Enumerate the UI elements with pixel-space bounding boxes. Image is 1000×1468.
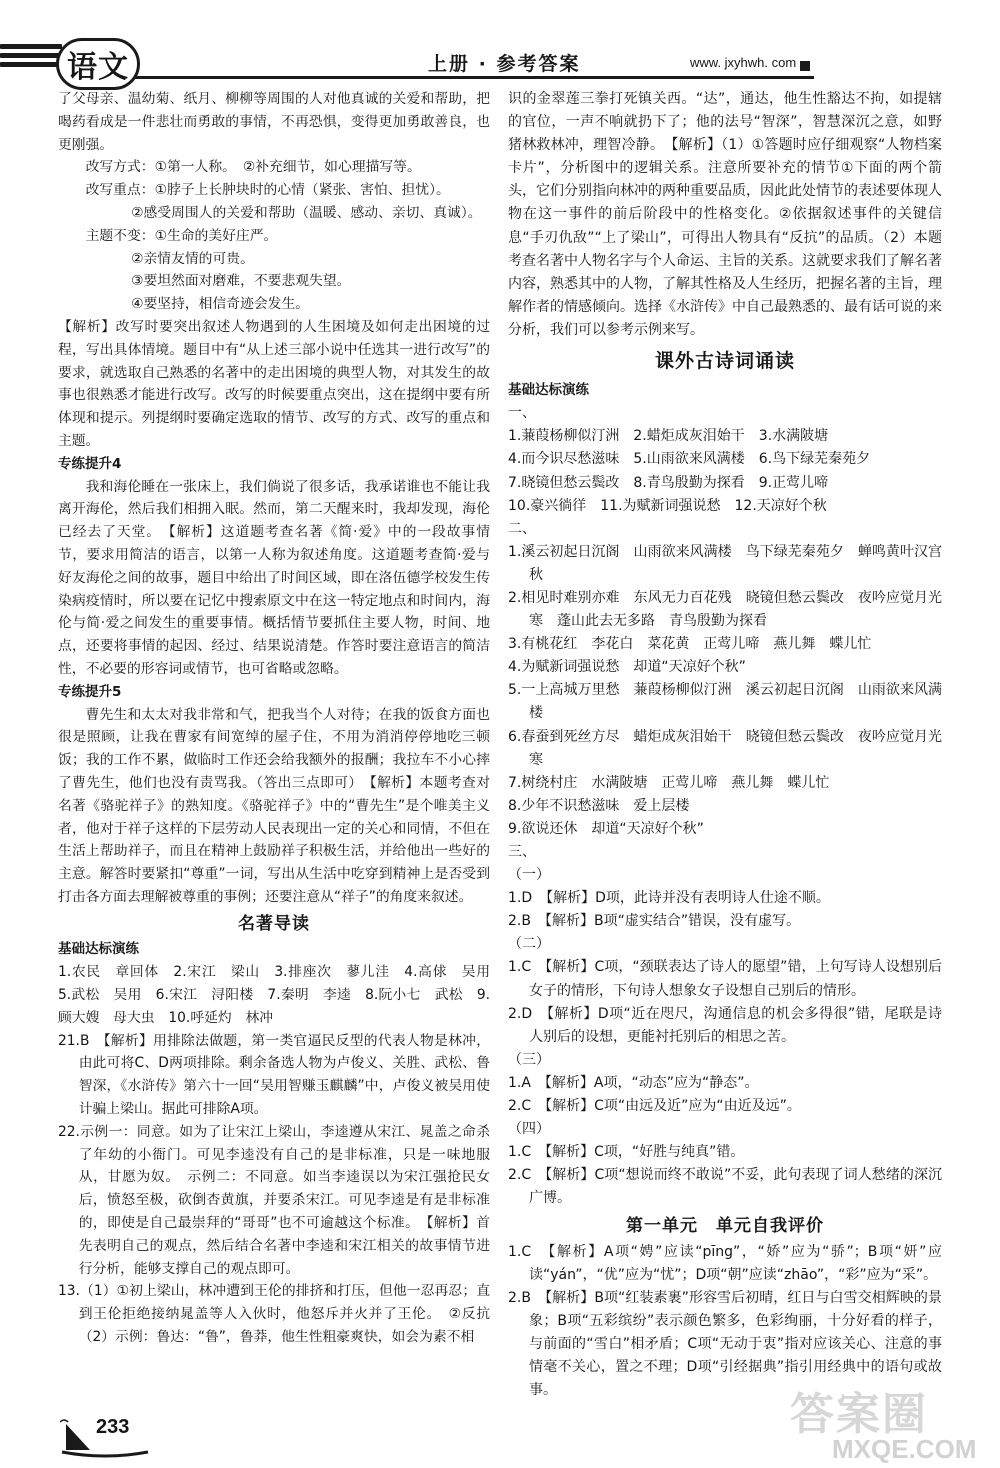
answer-paragraph: 2.D 【解析】D项“近在咫尺，沟通信息的机会多得很”错，尾联是诗人别后的设想，更能衬托别后的相思之苦。 <box>508 1005 942 1045</box>
answer-paragraph: 3.有桃花红 李花白 菜花黄 正莺儿啼 燕儿舞 蝶儿忙 <box>508 636 872 653</box>
answer-paragraph: 2.相见时难别亦难 东风无力百花残 晓镜但愁云鬓改 夜吟应觉月光寒 蓬山此去无多路 青鸟殷勤为探看 <box>508 589 942 630</box>
answer-paragraph: （三） <box>508 1051 550 1068</box>
answer-paragraph: 改写重点：①脖子上长肿块时的心情（紧张、害怕、担忧）。 <box>85 182 450 199</box>
answer-paragraph: 4.而今识尽愁滋味 5.山雨欲来风满楼 6.鸟下绿芜秦苑夕 <box>508 451 871 468</box>
answer-paragraph: 二、 <box>508 520 536 537</box>
answer-paragraph: ③要坦然面对磨难，不要悲观失望。 <box>131 273 351 290</box>
answer-paragraph: 1.C 【解析】A项“娉”应读“pīng”，“娇”应为“骄”；B项“妍”应读“yán”，“优”应为“忧”；D项“朝”应读“zhāo”，“彩”应为“采”。 <box>508 1243 942 1283</box>
answer-paragraph: 改写方式：①第一人称。 ②补充细节，如心理描写等。 <box>85 159 421 176</box>
subsection-heading: 基础达标演练 <box>58 941 139 958</box>
subject-logo: 语文 <box>56 38 140 90</box>
answer-paragraph: 10.豪兴徜徉 11.为赋新词强说愁 12.天凉好个秋 <box>508 497 827 514</box>
answer-paragraph: 识的金翠莲三拳打死镇关西。“达”，通达，他生性豁达不拘，如提辖的官位，一声不响就扔下了；他的法号“智深”，智慧深沉之意，如野猪林救林冲，理智冷静。 【解析】（1）①答题时应仔细观察“人物档案卡片”，分析图中的逻辑关系。注意所要补充的情节①下面的两个箭头，它们分别指向林冲的两种重要品质，因此此处情节的表述要体现人物在这一事件的前后阶段中的性格变化。②依据叙述事件的关键信息“手刃仇敌”“上了梁山”，可得出人物具有“反抗”的品质。（2）本题考查名著中人物名字与个人命运、主旨的关系。这就要求我们了解名著内容，熟悉其中的人物，了解其性格及人生经历，把握名著的主旨，理解作者的情感倾向。选择《水浒传》中自己最熟悉的、最有话可说的来分析，我们可以参考示例来写。 <box>508 91 942 338</box>
right-column <box>508 88 942 1402</box>
answer-paragraph: 6.春蚕到死丝方尽 蜡炬成灰泪始干 晓镜但愁云鬓改 夜吟应觉月光寒 <box>508 728 942 768</box>
left-column <box>58 88 504 1349</box>
answer-paragraph: 1.溪云初起日沉阁 山雨欲来风满楼 鸟下绿芜秦苑夕 蝉鸣黄叶汉宫秋 <box>508 543 942 583</box>
answer-paragraph: 1.C 【解析】C项，“好胜与纯真”错。 <box>508 1144 745 1161</box>
answer-paragraph: 22.示例一：同意。如为了让宋江上梁山，李逵遵从宋江、晁盖之命杀了年幼的小衙门。可见李逵没有自己的是非标准，只是一味地服从，甘愿为奴。 示例二：不同意。如当李逵误以为宋江强抢民女后，愤怒至极，砍倒杏黄旗，并要杀宋江。可见李逵是有是非标准的，即使是自己最崇拜的“哥哥”也不可逾越这个标准。 【解析】首先表明自己的观点，然后结合名著中李逵和宋江相关的故事情节进行分析，能够支撑自己的观点即可。 <box>58 1123 490 1277</box>
answer-paragraph: 21.B 【解析】用排除法做题，第一类官逼民反型的代表人物是林冲，由此可将C、D两项排除。剩余备选人物为卢俊义、关胜、武松、鲁智深，《水浒传》第六十一回“吴用智赚玉麒麟”中，卢俊义被吴用使计骗上梁山。据此可排除A项。 <box>58 1032 490 1118</box>
answer-paragraph: 了父母亲、温幼菊、纸月、柳柳等周围的人对他真诚的关爱和帮助，把喝药看成是一件悲壮而勇敢的事情，不再恐惧，变得更加勇敢善良，也更刚强。 <box>58 91 490 153</box>
header-title: 上册 · 参考答案 <box>428 53 581 75</box>
answer-paragraph: 8.少年不识愁滋味 爱上层楼 <box>508 797 690 814</box>
header-square-icon <box>800 61 810 71</box>
answer-paragraph: 三、 <box>508 844 536 860</box>
header-rule <box>134 76 814 79</box>
answer-paragraph: 1.农民 章回体 2.宋江 梁山 3.排座次 蓼儿洼 4.高俅 吴用 5.武松 吴用 6.宋江 浔阳楼 7.秦明 李逵 8.阮小七 武松 9.顾大嫂 母大虫 10.呼延灼 林冲 <box>58 964 504 1026</box>
answer-paragraph: 曹先生和太太对我非常和气，把我当个人对待；在我的饭食方面也很是照顾，让我在曹家有间宽绰的屋子住，不用为消消停停地吃三顿饭；我的工作不累，做临时工作还会给我额外的报酬；我拉车不小心摔了曹先生，他们也没有责骂我。（答出三点即可） 【解析】本题考查对名著《骆驼祥子》的熟知度。《骆驼祥子》中的“曹先生”是个唯美主义者，他对于祥子这样的下层劳动人民表现出一定的关心和同情，不但在生活上帮助祥子，而且在精神上鼓励祥子积极生活，并给他出一些好的主意。解答时要紧扣“尊重”一词，写出从生活中吃穿到精神上是否受到打击各方面去理解被尊重的事例；还要注意从“祥子”的角度来叙述。 <box>58 706 490 905</box>
answer-paragraph: 9.欲说还休 却道“天凉好个秋” <box>508 820 704 837</box>
answer-paragraph: 5.一上高城万里愁 蒹葭杨柳似汀洲 溪云初起日沉阁 山雨欲来风满楼 <box>508 682 942 722</box>
subsection-heading: 专练提升5 <box>58 683 122 700</box>
answer-paragraph: ②亲情友情的可贵。 <box>131 250 254 267</box>
answer-paragraph: 2.C 【解析】C项“由远及近”应为“由近及远”。 <box>508 1098 801 1115</box>
answer-paragraph: 7.晓镜但愁云鬓改 8.青鸟殷勤为探看 9.正莺儿啼 <box>508 474 829 491</box>
answer-paragraph: 1.蒹葭杨柳似汀洲 2.蜡炬成灰泪始干 3.水满陂塘 <box>508 428 829 445</box>
watermark-logo: 答案圈 <box>790 1389 928 1440</box>
section-title: 第一单元 单元自我评价 <box>626 1215 824 1236</box>
answer-paragraph: ②感受周围人的关爱和帮助（温暖、感动、亲切、真诚）。 <box>131 204 482 221</box>
answer-paragraph: （一） <box>508 867 550 884</box>
answer-paragraph: （二） <box>508 936 550 953</box>
answer-paragraph: 1.D 【解析】D项，此诗并没有表明诗人仕途不顺。 <box>508 890 830 907</box>
page-header <box>0 0 1000 88</box>
answer-paragraph: 2.C 【解析】C项“想说而终不敢说”不妥，此句表现了词人愁绪的深沉广博。 <box>508 1167 942 1207</box>
answer-paragraph: 2.B 【解析】B项“红装素裹”形容雪后初晴，红日与白雪交相辉映的景象；B项“五彩缤纷”表示颜色繁多，色彩绚丽，十分好看的样子，与前面的“雪白”相矛盾；C项“无动于衷”指对应该关心、注意的事情毫不关心，置之不理；D项“引经据典”指引用经典中的语句或故事。 <box>508 1289 942 1399</box>
answer-paragraph: 2.B 【解析】B项“虚实结合”错误，没有虚写。 <box>508 913 801 930</box>
header-url: www. jxyhwh. com <box>690 55 797 70</box>
answer-paragraph: （四） <box>508 1121 550 1138</box>
answer-paragraph: 主题不变：①生命的美好庄严。 <box>85 227 278 244</box>
answer-paragraph: ④要坚持，相信奇迹会发生。 <box>131 296 310 313</box>
page-number: 233 <box>96 1416 130 1438</box>
answer-paragraph: 1.A 【解析】A项，“动态”应为“静态”。 <box>508 1074 759 1091</box>
watermark-url: MXQE.COM <box>832 1434 977 1464</box>
answer-paragraph: 7.树绕村庄 水满陂塘 正莺儿啼 燕儿舞 蝶儿忙 <box>508 774 830 791</box>
subsection-heading: 专练提升4 <box>58 455 122 472</box>
answer-paragraph: 4.为赋新词强说愁 却道“天凉好个秋” <box>508 659 746 676</box>
subsection-heading: 基础达标演练 <box>508 382 589 399</box>
answer-paragraph: 一、 <box>508 405 536 422</box>
answer-paragraph: 1.C 【解析】C项，“颈联表达了诗人的愿望”错，上句写诗人设想别后女子的情形，下句诗人想象女子设想自己别后的情形。 <box>508 959 942 999</box>
answer-paragraph: 【解析】改写时要突出叙述人物遇到的人生困境及如何走出困境的过程，写出具体情境。题目中有“从上述三部小说中任选其一进行改写”的要求，就选取自己熟悉的名著中的走出困境的典型人物，对其发生的故事也很熟悉才能进行改写。改写的时候要重点突出，这在提纲中要有所体现和提示。列提纲时要确定选取的情节、改写的方式、改写的重点和主题。 <box>58 318 490 449</box>
header-bars-decoration <box>0 44 62 71</box>
section-title: 课外古诗词诵读 <box>654 350 795 373</box>
answer-paragraph: 我和海伦睡在一张床上，我们倘说了很多话，我承诺谁也不能让我离开海伦，然后我们相拥入眠。然而，第二天醒来时，我却发现，海伦已经去了天堂。 【解析】这道题考查名著《简·爱》中的一段故事情节，要求用简洁的语言，以第一人称为叙述角度。这道题考查简·爱与好友海伦之间的故事，题目中给出了时间区域，即在洛伍德学校发生传染病疫情时，所以要在记忆中搜索原文中在这一特定地点和时间内，海伦与简·爱之间发生的重要事情。概括情节要抓住主要人物，时间、地点，还要将事情的起因、经过、结果说清楚。作答时要注意语言的简洁性，不必要的形容词或情节，也可省略或忽略。 <box>58 478 490 677</box>
answer-paragraph: 13.（1）①初上梁山，林冲遭到王伦的排挤和打压，但他一忍再忍；直到王伦拒绝接纳晁盖等人入伙时，他怒斥并火并了王伦。 ②反抗 （2）示例：鲁达：“鲁”，鲁莽，他生性粗豪爽快，如会为素不相 <box>58 1283 504 1346</box>
section-title: 名著导读 <box>238 913 310 934</box>
